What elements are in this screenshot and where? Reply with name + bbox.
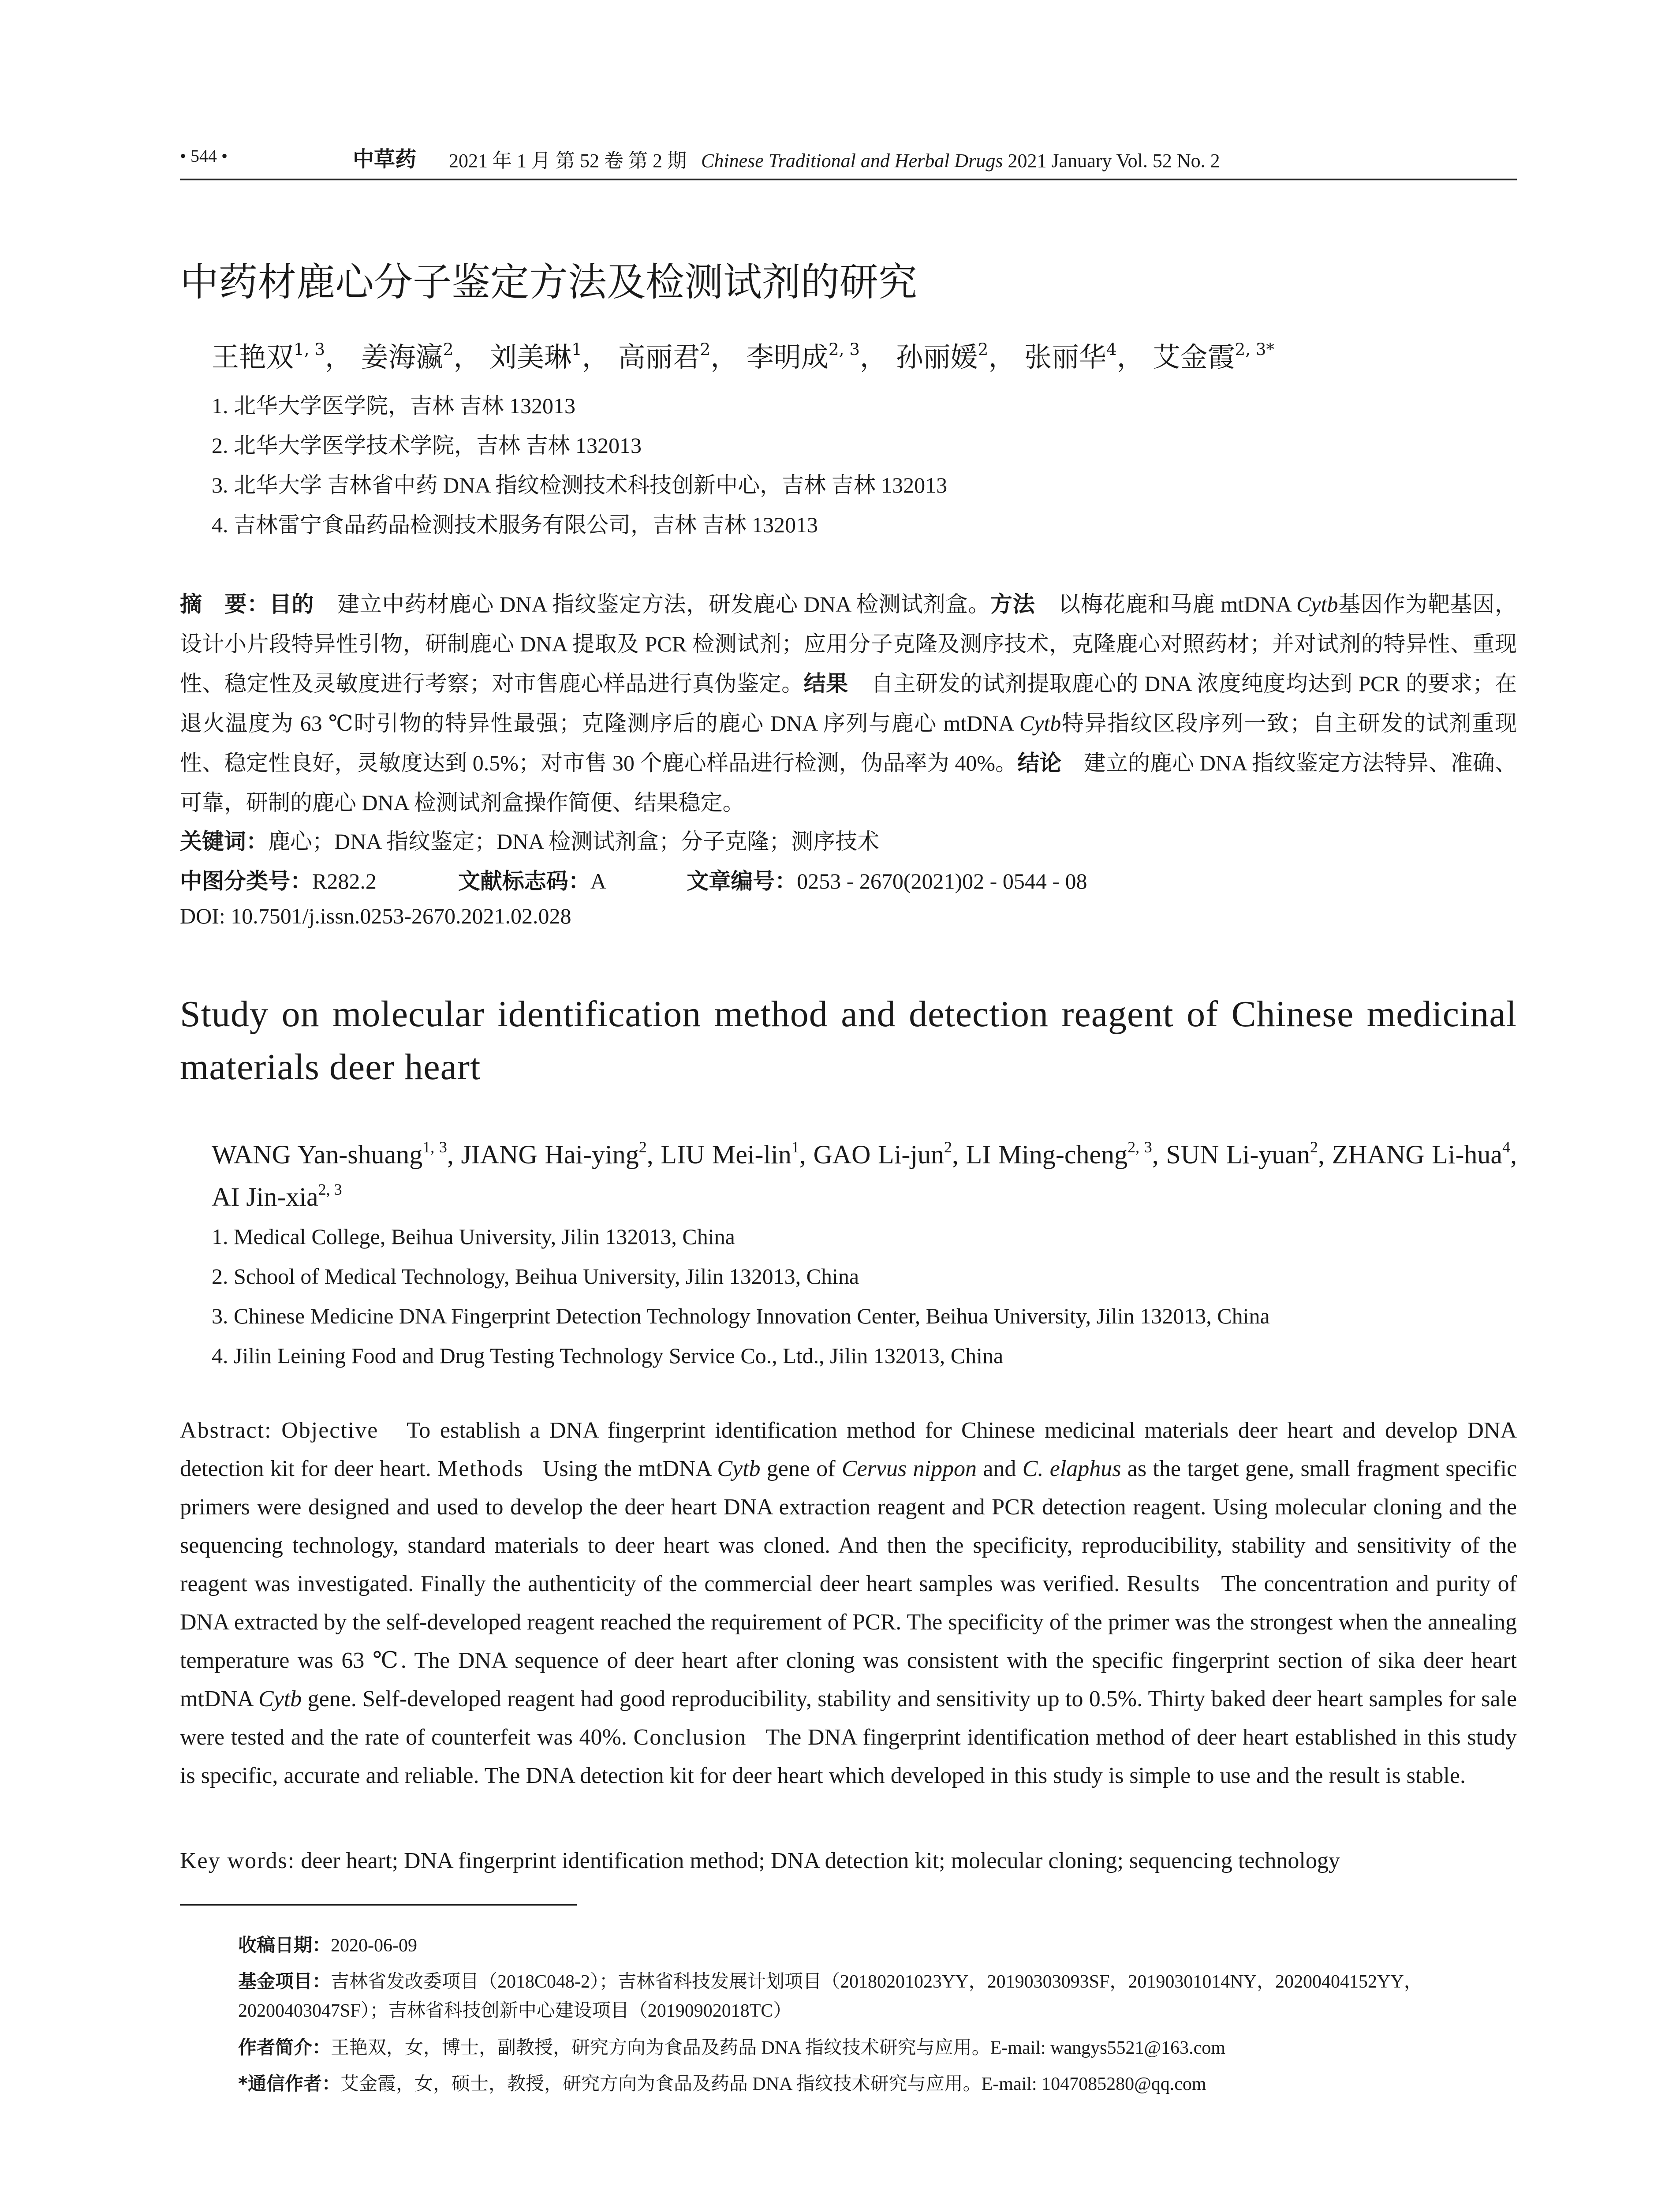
corr-label: *通信作者：: [238, 2073, 340, 2094]
cn-author: 高丽君: [618, 341, 700, 373]
cn-methods-b: 基因作为靶基因，设计小片段特异性引物，研制鹿心 DNA 提取及 PCR 检测试剂；应用分子克隆及测序技术，克隆鹿心对照药材；并对试剂的特异性、重现性、稳定性及灵敏度进行考察；对市售鹿心样品进行真伪鉴定。: [180, 592, 1517, 696]
en-author-sup: 2: [638, 1138, 647, 1156]
en-affiliation: 4. Jilin Leining Food and Drug Testing Technology Service Co., Ltd., Jilin 132013, China: [212, 1343, 1004, 1368]
en-conclusion: The DNA fingerprint identification method of deer heart established in this study is specific, accurate and reliable. The DNA detection kit for deer heart which developed in this study is simple to use and the result is stable.: [180, 1725, 1517, 1788]
cn-objective-label: 目的: [269, 591, 314, 617]
corr-text: 艾金霞，女，硕士，教授，研究方向为食品及药品 DNA 指纹技术研究与应用。E-mail: 1047085280@qq.com: [340, 2074, 1206, 2094]
cn-abstract: [180, 584, 1517, 822]
cn-author-sup: 2: [700, 339, 711, 359]
footnote-author: [238, 2033, 1517, 2063]
footnote-corresponding: [238, 2069, 1517, 2099]
cn-author: 刘美琳: [489, 341, 572, 373]
cn-methods-gene: Cytb: [1296, 592, 1338, 617]
issue-cn: 2021 年 1 月 第 52 卷 第 2 期: [449, 150, 687, 172]
cn-author-sup: 2, 3: [828, 339, 860, 359]
en-affiliation: 1. Medical College, Beihua University, Jilin 132013, China: [212, 1224, 735, 1249]
cn-results-a: 自主研发的试剂提取鹿心的 DNA 浓度纯度均达到 PCR 的要求；在退火温度为 63 ℃时引物的特异性最强；克隆测序后的鹿心 DNA 序列与鹿心 mtDNA: [180, 671, 1517, 736]
cn-title: 中药材鹿心分子鉴定方法及检测试剂的研究: [180, 259, 918, 305]
en-methods-b: gene of: [766, 1456, 836, 1481]
en-results-label: Results: [1127, 1571, 1201, 1596]
cn-affiliation: 3. 北华大学 吉林省中药 DNA 指纹检测技术科技创新中心，吉林 吉林 132013: [212, 473, 948, 497]
journal-name: 中草药: [353, 147, 417, 172]
cn-author-sup: 1, 3: [294, 339, 325, 359]
footnote-fund: [238, 1967, 1517, 2026]
en-results-a: The concentration and purity of DNA extracted by the self-developed reagent reached the requirement of PCR. The specificity of the primer was the strongest when the annealing temperature was 63 ℃. The DNA sequence of deer heart after cloning was consistent with the specific fingerprint section of sika deer heart mtDNA: [180, 1571, 1517, 1712]
en-objective: To establish a DNA fingerprint identification method for Chinese medicinal materials deer heart and develop DNA detection kit for deer heart.: [180, 1418, 1517, 1481]
cn-author: 艾金霞: [1153, 341, 1235, 373]
en-abstract-label: Abstract:: [180, 1418, 272, 1443]
en-results-b: gene. Self-developed reagent had good reproducibility, stability and sensitivity up to 0.5%. Thirty baked deer heart samples for sale were tested and the rate of counterfeit was 40%.: [180, 1686, 1517, 1750]
class-value: R282.2: [312, 869, 377, 893]
footnote-received: [238, 1931, 1517, 1960]
doi[interactable]: DOI: 10.7501/j.issn.0253-2670.2021.02.028: [180, 904, 571, 928]
cn-author-list: 王艳双$^{1, 3}$， 姜海瀛$^2$， 刘美琳$^1$， 高丽君$^2$， 李明成$^{2, 3}$， 孙丽媛$^2$， 张丽华$^4$， 艾金霞$^{2, 3*}$: [212, 339, 1275, 373]
author-label: 作者简介：: [238, 2037, 331, 2058]
issue-info: [449, 145, 1220, 173]
cn-affiliation: 1. 北华大学医学院，吉林 吉林 132013: [212, 393, 575, 418]
cn-objective: 建立中药材鹿心 DNA 指纹鉴定方法，研发鹿心 DNA 检测试剂盒。: [337, 592, 990, 617]
footnote-rule: [180, 1904, 577, 1906]
cn-author-sup: 2, 3*: [1235, 339, 1275, 359]
cn-conclusion-label: 结论: [1017, 750, 1062, 776]
en-objective-label: Objective: [281, 1418, 379, 1443]
header-rule: [180, 179, 1517, 180]
received-label: 收稿日期：: [238, 1934, 331, 1956]
en-author-list: WANG Yan-shuang$^{1, 3}$, JIANG Hai-ying$^2$, LIU Mei-lin$^1$, GAO Li-jun$^2$, LI Ming-cheng$^{2, 3}$, SUN Li-yuan$^2$, ZHANG Li-hua$^4$, AI Jin-xia$^{2, 3}$: [212, 1138, 1517, 1211]
cn-results-label: 结果: [803, 671, 848, 696]
article-label: 文章编号：: [687, 868, 797, 894]
en-author-sup: 2: [944, 1138, 952, 1156]
fund-label: 基金项目：: [238, 1970, 331, 1992]
en-affiliation: 2. School of Medical Technology, Beihua University, Jilin 132013, China: [212, 1264, 859, 1289]
doc-label: 文献标志码：: [458, 868, 590, 894]
page-number: • 544 •: [180, 146, 228, 166]
cn-classification: [180, 863, 1087, 895]
cn-methods-a: 以梅花鹿和马鹿 mtDNA: [1058, 592, 1291, 617]
cn-keywords-label: 关键词：: [180, 829, 268, 854]
cn-results-gene: Cytb: [1019, 711, 1061, 736]
cn-keywords: [180, 824, 879, 856]
cn-conclusion: 建立的鹿心 DNA 指纹鉴定方法特异、准确、可靠，研制的鹿心 DNA 检测试剂盒操作简便、结果稳定。: [180, 751, 1517, 815]
en-results-gene: Cytb: [258, 1686, 302, 1712]
en-title: Study on molecular identification method and detection reagent of Chinese medicinal materials deer heart: [180, 994, 1517, 1088]
cn-author: 李明成: [746, 341, 829, 373]
en-author-sup: 4: [1502, 1138, 1511, 1156]
en-methods-c: as the target gene, small fragment specific primers were designed and used to develop the deer heart DNA extraction reagent and PCR detection reagent. Using molecular cloning and the sequencing technology, standard materials to deer heart was cloned. And then the specificity, reproducibility, stability and sensitivity of the reagent was investigated. Finally the authenticity of the commercial deer heart samples was verified.: [180, 1456, 1517, 1596]
cn-affiliation: 2. 北华大学医学技术学院，吉林 吉林 132013: [212, 433, 642, 458]
cn-author-sup: 2: [443, 339, 454, 359]
doc-value: A: [590, 869, 605, 893]
article-value: 0253 - 2670(2021)02 - 0544 - 08: [797, 869, 1087, 893]
en-author: GAO Li-jun: [813, 1140, 945, 1169]
cn-results-b: 特异指纹区段序列一致；自主研发的试剂重现性、稳定性良好，灵敏度达到 0.5%；对市售 30 个鹿心样品进行检测，伪品率为 40%。: [180, 711, 1517, 775]
cn-author: 王艳双: [212, 341, 294, 373]
cn-abstract-label: 摘 要：: [180, 591, 269, 617]
cn-author-sup: 1: [571, 339, 582, 359]
issue-journal-en: Chinese Traditional and Herbal Drugs: [701, 150, 1003, 172]
fund-text: 吉林省发改委项目（2018C048-2）；吉林省科技发展计划项目（20180201023YY，20190303093SF，20190301014NY，20200404152YY，20200403047SF）；吉林省科技创新中心建设项目（20190902018TC）: [238, 1972, 1422, 2021]
en-author: ZHANG Li-hua: [1332, 1140, 1503, 1169]
cn-author: 姜海瀛: [361, 341, 443, 373]
en-author-sup: 2, 3: [318, 1180, 342, 1198]
en-author: LIU Mei-lin: [661, 1140, 791, 1169]
en-author: WANG Yan-shuang: [212, 1140, 423, 1169]
en-affiliation: 3. Chinese Medicine DNA Fingerprint Detection Technology Innovation Center, Beihua University, Jilin 132013, China: [212, 1304, 1270, 1328]
en-methods-a: Using the mtDNA: [542, 1456, 711, 1481]
issue-en-date: 2021 January Vol. 52 No. 2: [1008, 150, 1220, 172]
cn-keywords-text: 鹿心；DNA 指纹鉴定；DNA 检测试剂盒；分子克隆；测序技术: [268, 829, 880, 854]
en-author: LI Ming-cheng: [966, 1140, 1128, 1169]
cn-methods-label: 方法: [990, 591, 1035, 617]
author-text: 王艳双，女，博士，副教授，研究方向为食品及药品 DNA 指纹技术研究与应用。E-mail: wangys5521@163.com: [331, 2038, 1225, 2058]
en-author: JIANG Hai-ying: [461, 1140, 639, 1169]
en-author-sup: 2: [1310, 1138, 1318, 1156]
en-conclusion-label: Conclusion: [633, 1725, 747, 1750]
cn-affiliation: 4. 吉林雷宁食品药品检测技术服务有限公司，吉林 吉林 132013: [212, 512, 818, 537]
en-methods-label: Methods: [437, 1456, 524, 1481]
cn-author-sup: 2: [978, 339, 989, 359]
received-date: 2020-06-09: [331, 1936, 417, 1956]
en-methods-gene: Cytb: [717, 1456, 761, 1481]
en-keywords-label: Key words:: [180, 1848, 295, 1873]
en-author-sup: 1: [791, 1138, 799, 1156]
cn-author: 张丽华: [1024, 341, 1107, 373]
en-species-2: C. elaphus: [1022, 1456, 1121, 1481]
en-keywords: [180, 1848, 1340, 1874]
cn-author: 孙丽媛: [896, 341, 978, 373]
en-methods-and: and: [983, 1456, 1016, 1481]
en-species-1: Cervus nippon: [841, 1456, 977, 1481]
en-author-sup: 2, 3: [1127, 1138, 1152, 1156]
en-abstract: [180, 1411, 1517, 1795]
en-keywords-text: deer heart; DNA fingerprint identification method; DNA detection kit; molecular cloning; sequencing technology: [301, 1848, 1340, 1873]
class-label: 中图分类号：: [180, 868, 312, 894]
en-author: AI Jin-xia: [212, 1182, 318, 1211]
en-author-sup: 1, 3: [422, 1138, 447, 1156]
cn-author-sup: 4: [1106, 339, 1117, 359]
en-author: SUN Li-yuan: [1166, 1140, 1310, 1169]
